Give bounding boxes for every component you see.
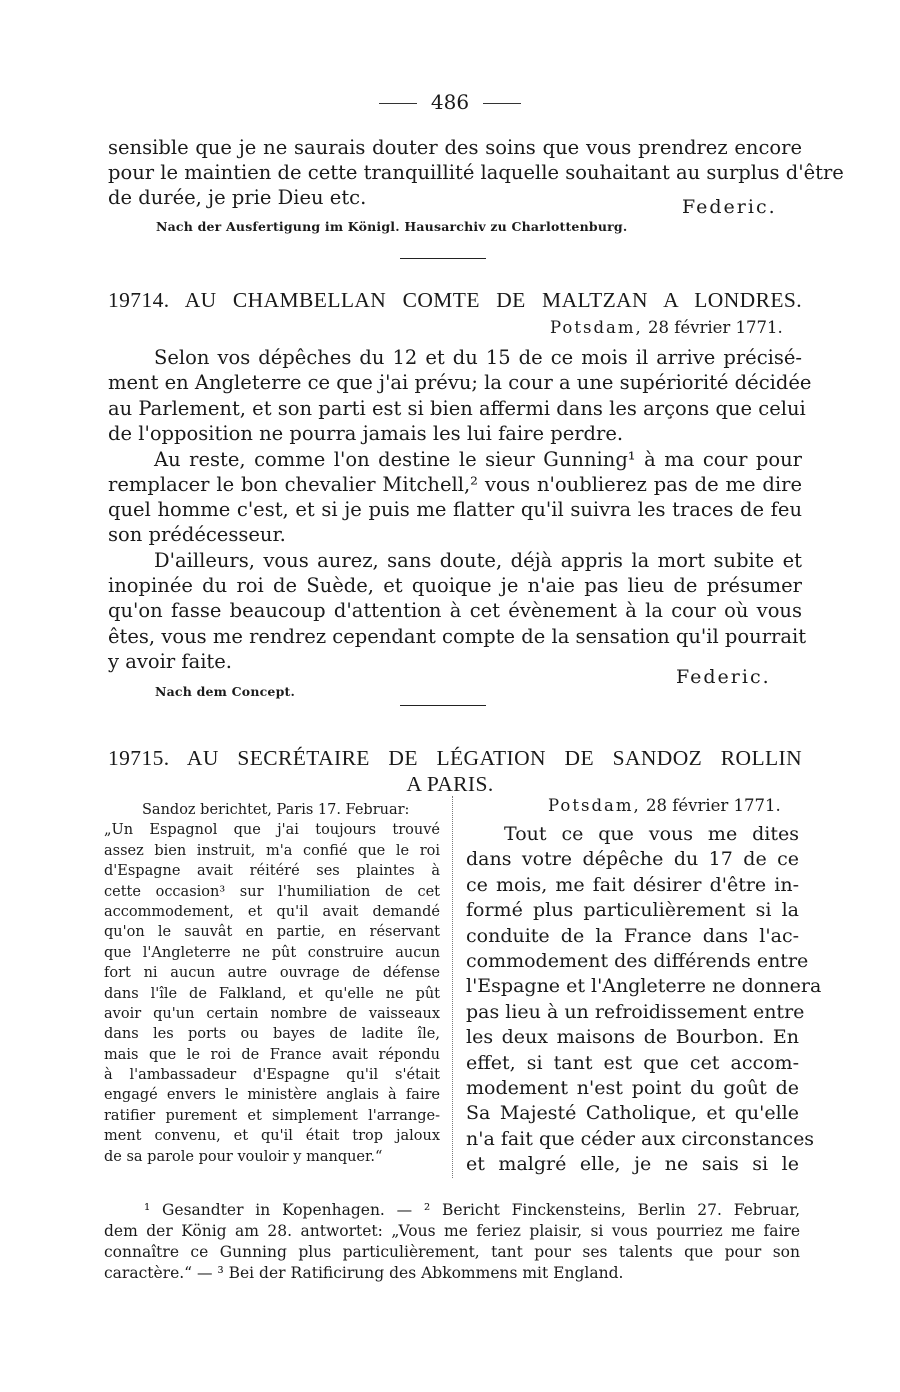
footnote-line: ¹ Gesandter in Kopenhagen. — ² Bericht Finckensteins, Berlin 27. Februar, — [144, 1201, 800, 1219]
letter-heading: 19714. AU CHAMBELLAN COMTE DE MALTZAN A LONDRES. — [108, 288, 802, 312]
reply-line: les deux maisons de Bourbon. En — [466, 1026, 799, 1049]
place-date — [548, 796, 781, 815]
signature: Federic. — [676, 666, 771, 688]
text-line: Selon vos dépêches du 12 et du 15 de ce mois il arrive précisé- — [154, 346, 802, 369]
section-divider — [400, 258, 486, 259]
reply-line: effet, si tant est que cet accom- — [466, 1051, 799, 1074]
report-summary-column — [104, 800, 440, 1167]
footnote-line: caractère.“ — ³ Bei der Ratificirung des Abkommens mit England. — [104, 1264, 624, 1282]
section-divider — [400, 705, 486, 706]
text-line: quel homme c'est, et si je puis me flatter qu'il suivra les traces de feu — [108, 498, 802, 521]
reply-line: l'Espagne et l'Angleterre ne donnera — [466, 975, 822, 998]
reply-line: Tout ce que vous me dites — [504, 823, 799, 845]
report-line: à l'ambassadeur d'Espagne qu'il s'était — [104, 1067, 440, 1084]
page-number-dash-right — [483, 103, 521, 104]
report-line: ment convenu, et qu'il était trop jaloux — [104, 1128, 440, 1145]
source-note: Nach der Ausfertigung im Königl. Hausarchiv zu Charlottenburg. — [156, 219, 628, 234]
source-note: Nach dem Concept. — [155, 684, 296, 699]
column-divider — [452, 796, 453, 1178]
reply-line: modement n'est point du goût de — [466, 1076, 799, 1099]
report-line: engagé envers le ministère anglais à faire — [104, 1087, 440, 1104]
report-line: ratifier purement et simplement l'arrange- — [104, 1107, 440, 1124]
report-line: dans l'île de Falkland, et qu'elle ne pût — [104, 985, 440, 1002]
text-line: remplacer le bon chevalier Mitchell,² vous n'oublierez pas de me dire — [108, 473, 802, 496]
text-line: pour le maintien de cette tranquillité laquelle souhaitant au surplus d'être — [108, 161, 844, 184]
report-line: Sandoz berichtet, Paris 17. Februar: — [142, 802, 410, 818]
report-line: accommodement, et qu'il avait demandé — [104, 903, 440, 920]
text-line: êtes, vous me rendrez cependant compte de la sensation qu'il pourrait — [108, 625, 807, 648]
text-line: son prédécesseur. — [108, 523, 286, 546]
reply-line: dans votre dépêche du 17 de ce — [466, 848, 799, 871]
reply-line: n'a fait que céder aux circonstances — [466, 1127, 815, 1150]
page-number-text: 486 — [430, 90, 470, 114]
letter-heading: 19715. AU SECRÉTAIRE DE LÉGATION DE SANDOZ ROLLIN — [108, 746, 802, 770]
text-line: de durée, je prie Dieu etc. — [108, 186, 367, 209]
place: Potsdam, — [550, 318, 643, 337]
reply-line: pas lieu à un refroidissement entre — [466, 1000, 805, 1023]
text-line: Au reste, comme l'on destine le sieur Gunning¹ à ma cour pour — [154, 448, 802, 471]
text-line: D'ailleurs, vous aurez, sans doute, déjà appris la mort subite et — [154, 549, 802, 572]
text-line: inopinée du roi de Suède, et quoique je n'aie pas lieu de présumer — [108, 574, 802, 597]
report-line: que l'Angleterre ne pût construire aucun — [104, 944, 440, 961]
text-line: au Parlement, et son parti est si bien affermi dans les arçons que celui — [108, 397, 806, 420]
report-line: fort ni aucun autre ouvrage de défense — [104, 965, 440, 982]
report-line: qu'on le sauvât en partie, en réservant — [104, 924, 440, 941]
reply-line: ce mois, me fait désirer d'être in- — [466, 873, 799, 896]
report-line: de sa parole pour vouloir y manquer.“ — [104, 1148, 383, 1165]
footnote-line: dem der König am 28. antwortet: „Vous me feriez plaisir, si vous pourriez me faire — [104, 1222, 800, 1240]
report-line: mais que le roi de France avait répondu — [104, 1046, 440, 1063]
report-line: cette occasion³ sur l'humiliation de cet — [104, 883, 440, 900]
reply-line: conduite de la France dans l'ac- — [466, 924, 799, 947]
text-line: sensible que je ne saurais douter des soins que vous prendrez encore — [108, 136, 802, 159]
page-number-dash-left — [379, 103, 417, 104]
text-line: qu'on fasse beaucoup d'attention à cet évènement à la cour où vous — [108, 599, 802, 622]
text-line: y avoir faite. — [108, 650, 233, 673]
date: 28 février 1771. — [648, 318, 783, 337]
reply-column — [466, 822, 822, 1177]
letter-heading-continued: A PARIS. — [406, 772, 494, 796]
reply-line: Sa Majesté Catholique, et qu'elle — [466, 1102, 799, 1125]
report-line: „Un Espagnol que j'ai toujours trouvé — [104, 822, 440, 839]
reply-line: et malgré elle, je ne sais si le — [466, 1153, 799, 1176]
footnote-line: connaître ce Gunning plus particulièrement, tant pour ses talents que pour son — [104, 1243, 800, 1261]
text-line: ment en Angleterre ce que j'ai prévu; la cour a une supériorité décidée — [108, 371, 812, 394]
report-line: assez bien instruit, m'a confié que le roi — [104, 842, 440, 859]
signature: Federic. — [682, 196, 777, 218]
place: Potsdam, — [548, 796, 641, 815]
page-number — [0, 90, 900, 114]
report-line: dans les ports ou bayes de ladite île, — [104, 1026, 440, 1043]
report-line: d'Espagne avait réitéré ses plaintes à — [104, 863, 440, 880]
text-line: de l'opposition ne pourra jamais les lui faire perdre. — [108, 422, 624, 445]
reply-line: commodement des différends entre — [466, 949, 809, 972]
date: 28 février 1771. — [646, 796, 781, 815]
reply-line: formé plus particulièrement si la — [466, 899, 799, 922]
report-line: avoir qu'un certain nombre de vaisseaux — [104, 1005, 440, 1022]
place-date — [550, 318, 783, 337]
